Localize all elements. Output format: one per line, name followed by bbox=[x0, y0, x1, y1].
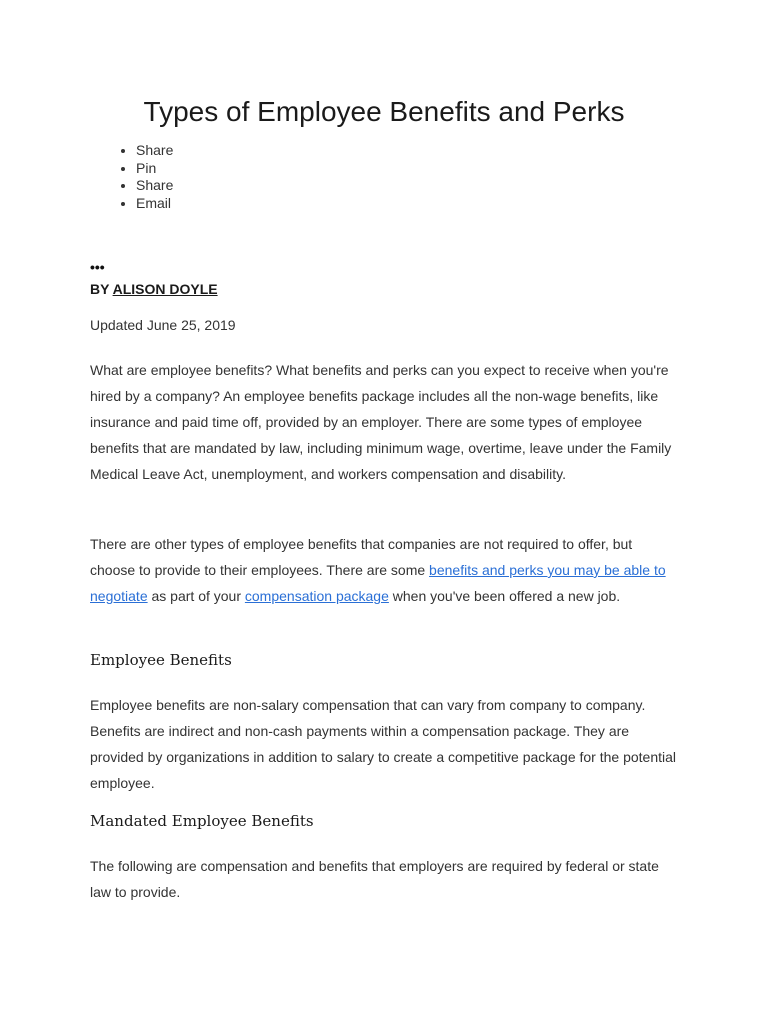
paragraph-text: There are other types of employee benefits that companies are not required to offer, but choose to provide to their employees. There are some bbox=[90, 536, 633, 578]
section-heading-employee-benefits: Employee Benefits bbox=[90, 651, 232, 669]
employee-benefits-paragraph: Employee benefits are non-salary compensation that can vary from company to company. Benefits are indirect and non-cash payments within a compensation package. They are provided by organizations in addition to salary to create a competitive package for the potential employee. bbox=[90, 697, 677, 791]
negotiate-benefits-link[interactable]: benefits and perks you may be able to negotiate bbox=[90, 562, 666, 604]
byline bbox=[90, 280, 218, 298]
share-item[interactable]: • Share bbox=[136, 142, 173, 160]
pin-item[interactable]: • Pin bbox=[136, 160, 173, 178]
second-paragraph bbox=[90, 531, 680, 609]
paragraph-text: as part of your bbox=[147, 588, 245, 604]
paragraph-text: when you've been offered a new job. bbox=[388, 588, 621, 604]
updated-date: Updated June 25, 2019 bbox=[90, 317, 236, 333]
byline-prefix: BY bbox=[90, 281, 113, 297]
intro-paragraph: What are employee benefits? What benefits and perks can you expect to receive when you're hired by a company? An employee benefits package includes all the non-wage benefits, like insurance and paid time off, provided by an employer. There are some types of employee benefits that are mandated by law, including minimum wage, overtime, leave under the Family Medical Leave Act, unemployment, and workers compensation and disability. bbox=[90, 362, 672, 482]
share-menu bbox=[112, 142, 173, 212]
author-link[interactable]: ALISON DOYLE bbox=[112, 281, 218, 297]
compensation-package-link[interactable]: compensation package bbox=[244, 588, 389, 604]
share-item[interactable]: • Share bbox=[136, 177, 173, 195]
section-heading-mandated-benefits: Mandated Employee Benefits bbox=[90, 812, 314, 830]
article-title: Types of Employee Benefits and Perks bbox=[143, 96, 625, 127]
email-item[interactable]: • Email bbox=[136, 195, 173, 213]
more-options-icon[interactable]: ••• bbox=[90, 259, 105, 275]
mandated-benefits-paragraph: The following are compensation and benefits that employers are required by federal or state law to provide. bbox=[90, 858, 659, 900]
